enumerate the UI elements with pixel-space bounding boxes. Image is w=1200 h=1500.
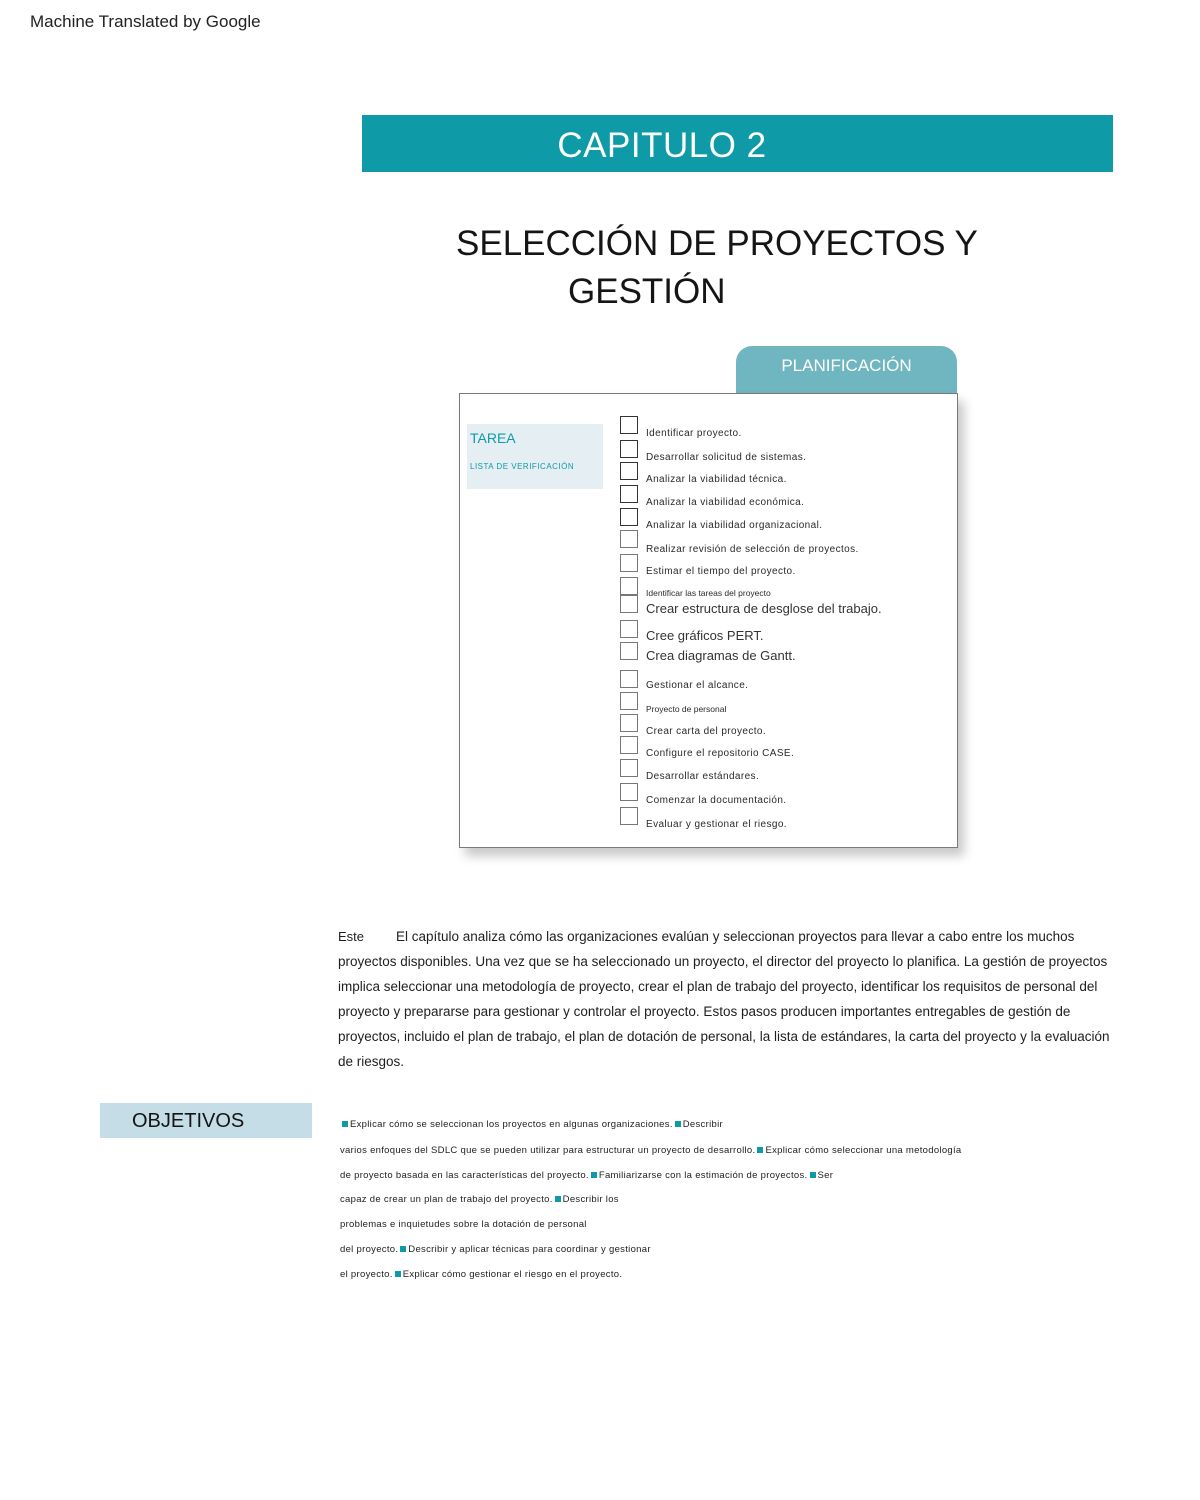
checklist-item-label: Estimar el tiempo del proyecto.: [646, 566, 796, 577]
intro-lead: Este: [338, 929, 365, 944]
chapter-banner: [362, 115, 1113, 172]
checklist-item-label: Evaluar y gestionar el riesgo.: [646, 819, 787, 830]
objective-line: [340, 1269, 622, 1280]
checklist-item-label: Analizar la viabilidad organizacional.: [646, 520, 823, 531]
checkbox-icon: [620, 595, 638, 613]
task-subtitle: LISTA DE VERIFICACIÓN: [470, 462, 575, 471]
checklist-item-label: Analizar la viabilidad económica.: [646, 497, 805, 508]
checkbox-icon: [620, 577, 638, 595]
bullet-square-icon: [555, 1196, 561, 1202]
objective-line: [340, 1219, 587, 1230]
checkbox-icon: [620, 416, 638, 434]
checkbox-icon: [620, 807, 638, 825]
checklist-item-label: Identificar proyecto.: [646, 428, 742, 439]
checkbox-icon: [620, 554, 638, 572]
checkbox-icon: [620, 620, 638, 638]
checkbox-icon: [620, 759, 638, 777]
checkbox-icon: [620, 440, 638, 458]
checklist-item-label: Proyecto de personal: [646, 704, 727, 714]
checkbox-icon: [620, 530, 638, 548]
checklist-item-label: Crear estructura de desglose del trabajo.: [646, 601, 882, 616]
checklist-item-label: Crea diagramas de Gantt.: [646, 648, 796, 663]
objective-text: Explicar cómo gestionar el riesgo en el proyecto.: [402, 1269, 623, 1280]
intro-paragraph: El capítulo analiza cómo las organizaciones evalúan y seleccionan proyectos para llevar a cabo entre los muchos proyectos disponibles. Una vez que se ha seleccionado un proyecto, el director del proyecto lo planifica. La gestión de proyectos implica seleccionar una metodología de proyecto, crear el plan de trabajo del proyecto, identificar los requisitos de personal del proyecto y prepararse para gestionar y controlar el proyecto. Estos pasos producen importantes entregables de gestión de proyectos, incluido el plan de trabajo, el plan de dotación de personal, la lista de estándares, la carta del proyecto y la evaluación de riesgos.: [338, 929, 1110, 1069]
objective-text: Explicar cómo se seleccionan los proyectos en algunas organizaciones.: [350, 1119, 673, 1130]
objective-text: de proyecto basada en las características del proyecto.: [340, 1170, 589, 1181]
checklist-item-label: Crear carta del proyecto.: [646, 726, 767, 737]
checklist-item-label: Desarrollar estándares.: [646, 771, 760, 782]
task-checklist: [459, 393, 958, 848]
objective-text: del proyecto.: [340, 1244, 399, 1255]
objective-text: Ser: [817, 1170, 834, 1181]
task-title: TAREA: [470, 430, 516, 446]
objective-text: Explicar cómo seleccionar una metodología: [765, 1145, 962, 1156]
checklist-item-label: Desarrollar solicitud de sistemas.: [646, 452, 807, 463]
checkbox-icon: [620, 714, 638, 732]
objective-line: [340, 1145, 962, 1156]
planning-tab: PLANIFICACIÓN: [736, 346, 957, 393]
checkbox-icon: [620, 670, 638, 688]
bullet-square-icon: [395, 1271, 401, 1277]
chapter-label-text: CAPITULO 2: [557, 126, 767, 165]
objective-text: Familiarizarse con la estimación de proyectos.: [598, 1170, 808, 1181]
objective-line: [340, 1194, 619, 1205]
task-panel: [467, 424, 603, 489]
checkbox-icon: [620, 692, 638, 710]
bullet-square-icon: [810, 1172, 816, 1178]
checklist-item-label: Identificar las tareas del proyecto: [646, 588, 771, 598]
bullet-square-icon: [342, 1121, 348, 1127]
checkbox-icon: [620, 736, 638, 754]
objective-text: el proyecto.: [340, 1269, 393, 1280]
checklist-item-label: Cree gráficos PERT.: [646, 628, 764, 643]
objective-text: varios enfoques del SDLC que se pueden utilizar para estructurar un proyecto de desarrollo.: [340, 1145, 756, 1156]
checklist-item-label: Gestionar el alcance.: [646, 680, 749, 691]
checkbox-icon: [620, 783, 638, 801]
bullet-square-icon: [591, 1172, 597, 1178]
objective-text: problemas e inquietudes sobre la dotación de personal: [340, 1219, 587, 1230]
objective-text: Describir: [682, 1119, 723, 1130]
chapter-intro: [338, 924, 1118, 1074]
objective-text: Describir y aplicar técnicas para coordinar y gestionar: [408, 1244, 651, 1255]
checkbox-icon: [620, 508, 638, 526]
chapter-title-line-1: SELECCIÓN DE PROYECTOS Y: [456, 224, 978, 263]
objective-line: [340, 1170, 833, 1181]
bullet-square-icon: [757, 1147, 763, 1153]
objective-line: [340, 1244, 651, 1255]
checklist-item-label: Realizar revisión de selección de proyectos.: [646, 544, 859, 555]
checklist-item-label: Comenzar la documentación.: [646, 795, 787, 806]
bullet-square-icon: [675, 1121, 681, 1127]
bullet-square-icon: [400, 1246, 406, 1252]
objectives-label: OBJETIVOS: [100, 1103, 312, 1138]
checkbox-icon: [620, 462, 638, 480]
objective-text: Describir los: [562, 1194, 619, 1205]
objective-line: [340, 1119, 723, 1130]
chapter-title-line-2: GESTIÓN: [568, 272, 726, 311]
checklist-item-label: Configure el repositorio CASE.: [646, 748, 795, 759]
chapter-label: [362, 115, 962, 172]
objective-text: capaz de crear un plan de trabajo del proyecto.: [340, 1194, 553, 1205]
checklist-item-label: Analizar la viabilidad técnica.: [646, 474, 787, 485]
checkbox-icon: [620, 642, 638, 660]
checkbox-icon: [620, 485, 638, 503]
machine-translated-label: Machine Translated by Google: [30, 12, 261, 31]
